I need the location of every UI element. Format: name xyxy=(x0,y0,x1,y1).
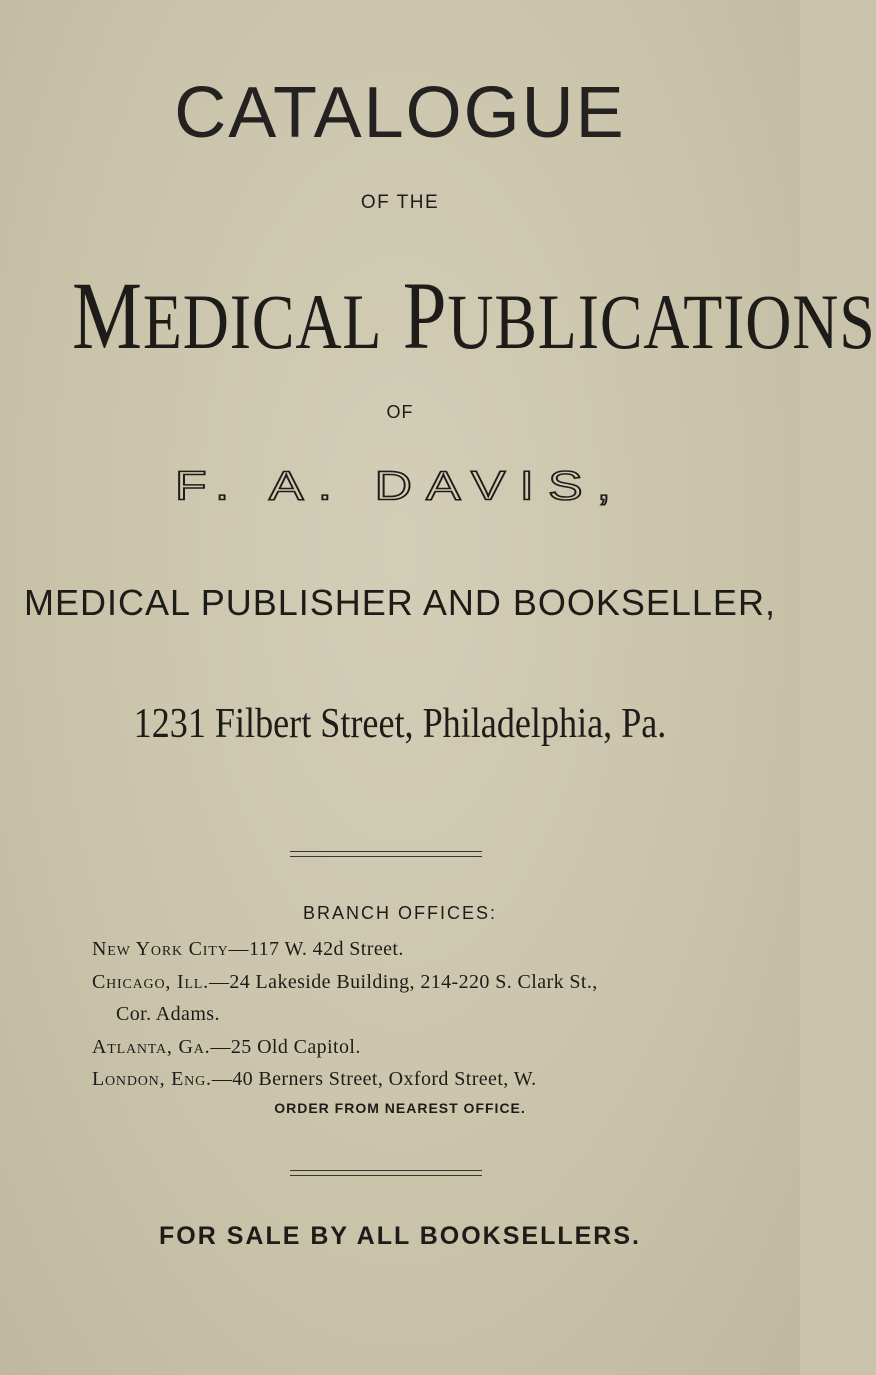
for-sale-footer: FOR SALE BY ALL BOOKSELLERS. xyxy=(159,1222,641,1250)
publisher-address: 1231 Filbert Street, Philadelphia, Pa. xyxy=(133,701,667,747)
publisher-title: MEDICAL PUBLISHER AND BOOKSELLER, xyxy=(24,582,776,623)
office-new-york xyxy=(92,938,404,961)
of-text: OF xyxy=(386,402,414,422)
office-london xyxy=(92,1068,537,1091)
double-rule-bottom-1 xyxy=(290,1170,482,1171)
office-address: —40 Berners Street, Oxford Street, W. xyxy=(211,1068,537,1090)
medical-publications-heading: MEDICAL PUBLICATIONS xyxy=(72,262,876,369)
office-chicago-continued xyxy=(116,1003,220,1026)
office-address: —25 Old Capitol. xyxy=(210,1036,361,1058)
office-address: —117 W. 42d Street. xyxy=(228,938,404,960)
order-note: ORDER FROM NEAREST OFFICE. xyxy=(274,1100,526,1116)
catalogue-heading: CATALOGUE xyxy=(174,73,626,153)
office-address: Cor. Adams. xyxy=(116,1003,220,1025)
office-atlanta xyxy=(92,1036,361,1059)
office-city: Chicago, Ill. xyxy=(92,971,209,993)
office-city: London, Eng. xyxy=(92,1068,212,1090)
double-rule-top-2 xyxy=(290,856,482,857)
double-rule-bottom-2 xyxy=(290,1175,482,1176)
branch-offices-heading: BRANCH OFFICES: xyxy=(302,903,497,923)
double-rule-top-1 xyxy=(290,851,482,852)
of-the-text: OF THE xyxy=(360,192,440,213)
office-chicago xyxy=(92,971,598,994)
office-city: New York City xyxy=(92,938,229,960)
publisher-name: F. A. DAVIS, xyxy=(174,463,626,510)
office-address: —24 Lakeside Building, 214-220 S. Clark St., xyxy=(208,971,598,993)
office-city: Atlanta, Ga. xyxy=(92,1036,211,1058)
